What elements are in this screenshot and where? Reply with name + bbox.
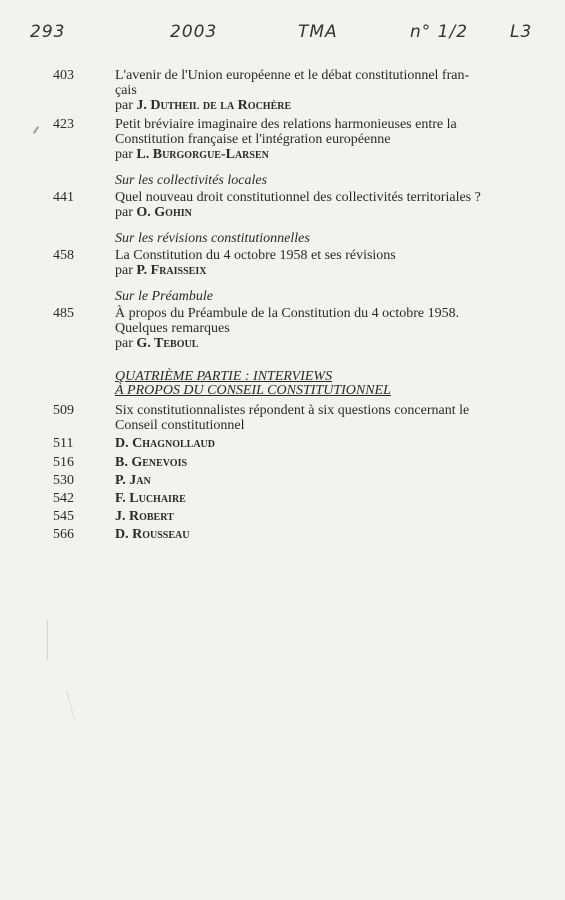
par-label: par bbox=[115, 336, 133, 351]
par-label: par bbox=[115, 98, 133, 113]
author-name: P. Jan bbox=[115, 473, 151, 488]
entry-title-cont: Conseil constitutionnel bbox=[115, 418, 245, 433]
author-name: P. Fraisseix bbox=[136, 263, 207, 278]
entry-author-line bbox=[115, 205, 505, 220]
page-number: 516 bbox=[53, 455, 74, 470]
pen-mark bbox=[33, 126, 39, 134]
page-number: 403 bbox=[53, 68, 74, 83]
page-number: 545 bbox=[53, 509, 74, 524]
author-name: J. Dutheil de la Rochère bbox=[136, 98, 292, 113]
entry-title: Quel nouveau droit constitutionnel des collectivités territoriales ? bbox=[115, 190, 481, 205]
section-heading: Sur le Préambule bbox=[115, 289, 213, 304]
handwritten-note-year: 2003 bbox=[170, 22, 218, 42]
author-name: F. Luchaire bbox=[115, 491, 186, 506]
handwritten-note-volume: TMA bbox=[298, 22, 338, 42]
page-number: 511 bbox=[53, 436, 74, 451]
page-number: 423 bbox=[53, 117, 74, 132]
entry-author-line bbox=[115, 336, 505, 351]
handwritten-note-issue: n° 1/2 bbox=[410, 22, 469, 42]
entry-author-line bbox=[115, 147, 505, 162]
page-number: 458 bbox=[53, 248, 74, 263]
par-label: par bbox=[115, 205, 133, 220]
par-label: par bbox=[115, 263, 133, 278]
par-label: par bbox=[115, 147, 133, 162]
author-name: D. Chagnollaud bbox=[115, 436, 216, 451]
entry-title: À propos du Préambule de la Constitution du 4 octobre 1958. bbox=[115, 306, 460, 321]
author-name: D. Rousseau bbox=[115, 527, 190, 542]
page-number: 566 bbox=[53, 527, 74, 542]
handwritten-note-page: 293 bbox=[30, 22, 66, 42]
entry-author-line bbox=[115, 98, 505, 113]
entry-title: Six constitutionnalistes répondent à six questions concernant le bbox=[115, 403, 470, 418]
author-name: G. Teboul bbox=[136, 336, 199, 351]
entry-title: L'avenir de l'Union européenne et le débat constitutionnel fran- bbox=[115, 68, 470, 83]
section-heading: Sur les collectivités locales bbox=[115, 173, 268, 188]
entry-title-cont: Quelques remarques bbox=[115, 321, 230, 336]
author-name: L. Burgorgue-Larsen bbox=[136, 147, 269, 162]
page-number: 542 bbox=[53, 491, 74, 506]
part-heading-line1: QUATRIÈME PARTIE : INTERVIEWS bbox=[115, 369, 333, 384]
part-heading-line2: À PROPOS DU CONSEIL CONSTITUTIONNEL bbox=[115, 383, 391, 398]
entry-title: Petit bréviaire imaginaire des relations harmonieuses entre la bbox=[115, 117, 457, 132]
entry-title-cont: Constitution française et l'intégration européenne bbox=[115, 132, 391, 147]
handwritten-note-ref: L3 bbox=[510, 22, 533, 42]
author-name: B. Genevois bbox=[115, 455, 188, 470]
entry-title-cont: çais bbox=[115, 83, 137, 98]
author-name: O. Gohin bbox=[136, 205, 192, 220]
page-number: 509 bbox=[53, 403, 74, 418]
scan-mark bbox=[66, 690, 75, 719]
page-number: 485 bbox=[53, 306, 74, 321]
entry-title: La Constitution du 4 octobre 1958 et ses révisions bbox=[115, 248, 396, 263]
author-name: J. Robert bbox=[115, 509, 174, 524]
entry-author-line bbox=[115, 263, 505, 278]
page-number: 441 bbox=[53, 190, 74, 205]
scan-mark bbox=[47, 620, 48, 660]
page-number: 530 bbox=[53, 473, 74, 488]
section-heading: Sur les révisions constitutionnelles bbox=[115, 231, 310, 246]
